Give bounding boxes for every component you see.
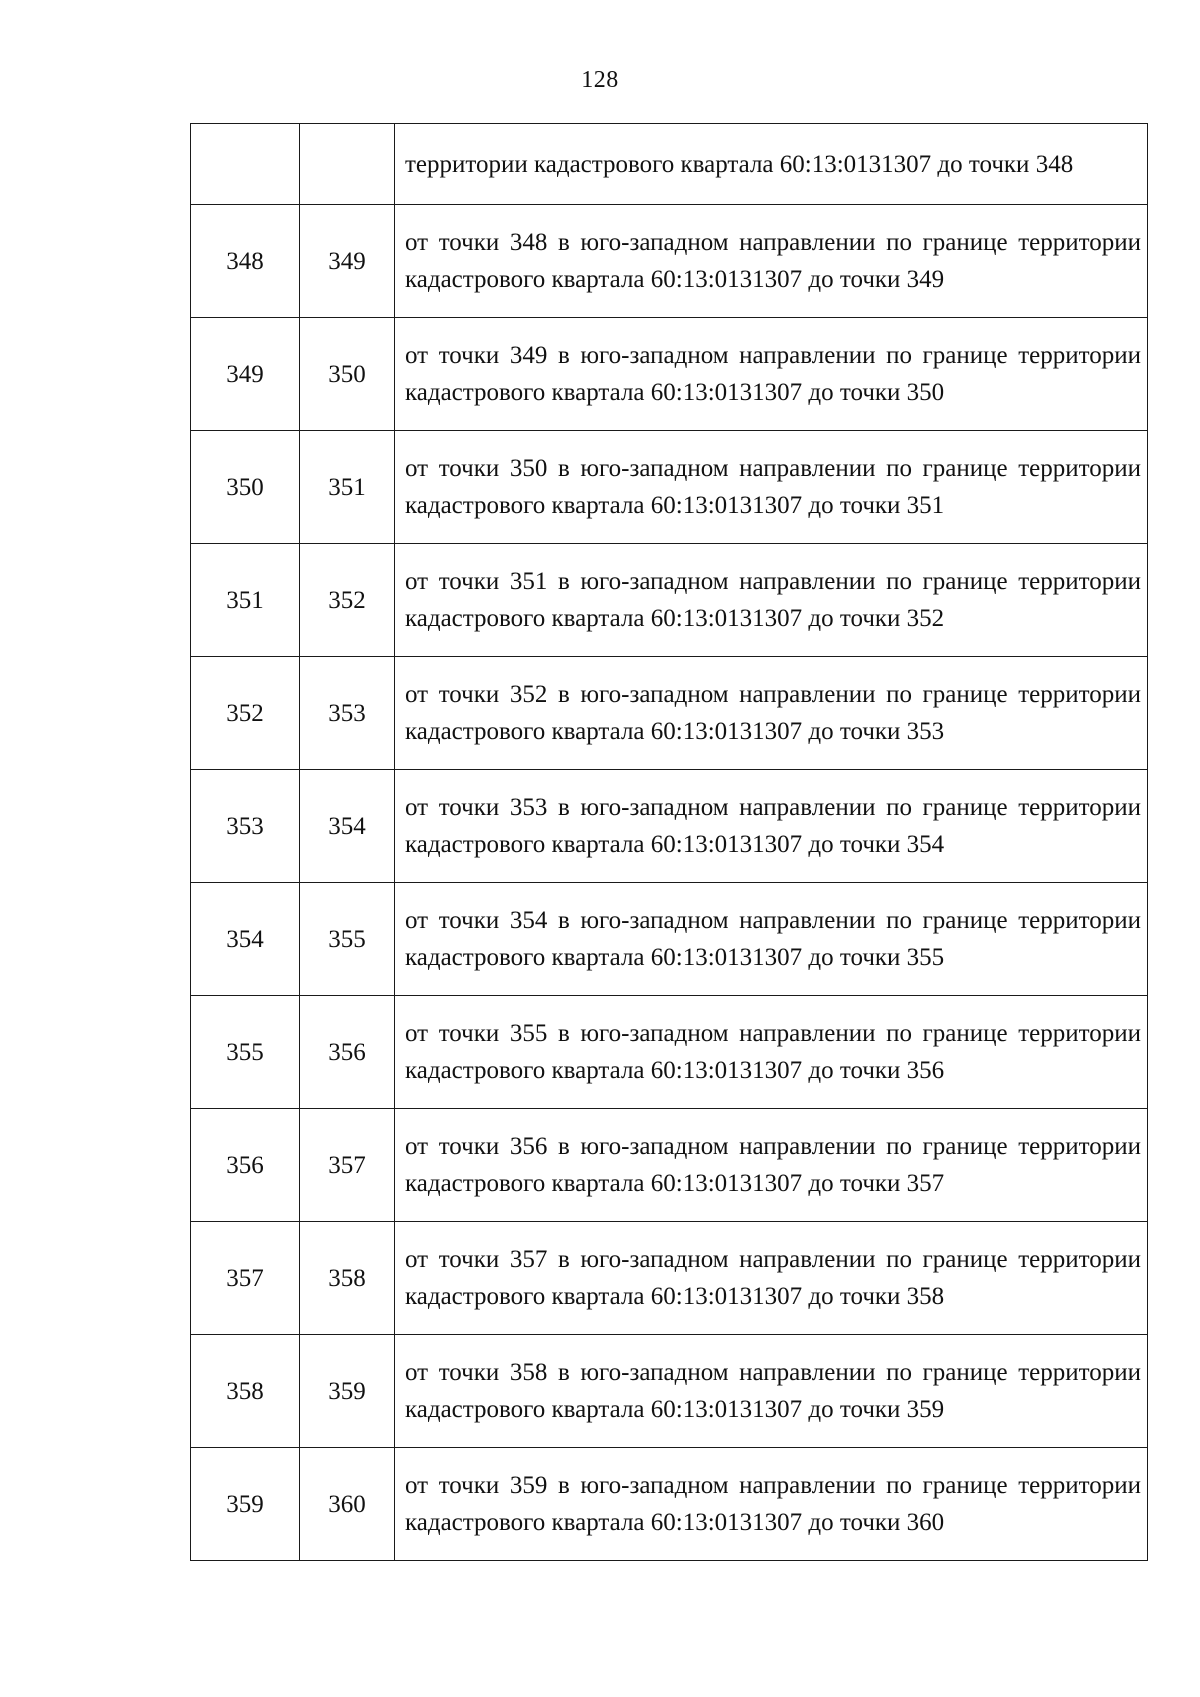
table-row <box>191 544 1148 657</box>
description-cell: от точки 359 в юго-западном направлении по границе территории кадастрового квартала 60:13:0131307 до точки 360 <box>395 1448 1148 1561</box>
point-to-cell: 349 <box>300 205 395 318</box>
description-cell: от точки 355 в юго-западном направлении по границе территории кадастрового квартала 60:13:0131307 до точки 356 <box>395 996 1148 1109</box>
point-to-cell: 350 <box>300 318 395 431</box>
point-to-cell: 355 <box>300 883 395 996</box>
point-from-cell: 351 <box>191 544 300 657</box>
point-to-cell: 358 <box>300 1222 395 1335</box>
description-cell: от точки 351 в юго-западном направлении по границе территории кадастрового квартала 60:13:0131307 до точки 352 <box>395 544 1148 657</box>
point-from-cell: 353 <box>191 770 300 883</box>
point-to-cell: 360 <box>300 1448 395 1561</box>
table-row <box>191 770 1148 883</box>
description-cell: от точки 349 в юго-западном направлении по границе территории кадастрового квартала 60:13:0131307 до точки 350 <box>395 318 1148 431</box>
table-row <box>191 1109 1148 1222</box>
point-from-cell: 355 <box>191 996 300 1109</box>
table-row <box>191 657 1148 770</box>
point-to-cell: 351 <box>300 431 395 544</box>
point-to-cell: 352 <box>300 544 395 657</box>
table-row <box>191 996 1148 1109</box>
point-from-cell: 350 <box>191 431 300 544</box>
point-to-cell <box>300 124 395 205</box>
table-row <box>191 1222 1148 1335</box>
boundary-table <box>190 123 1148 1561</box>
table-row <box>191 883 1148 996</box>
table-row <box>191 431 1148 544</box>
point-from-cell: 354 <box>191 883 300 996</box>
point-to-cell: 359 <box>300 1335 395 1448</box>
page-number: 128 <box>581 67 619 93</box>
point-to-cell: 353 <box>300 657 395 770</box>
point-to-cell: 354 <box>300 770 395 883</box>
description-cell: от точки 357 в юго-западном направлении по границе территории кадастрового квартала 60:13:0131307 до точки 358 <box>395 1222 1148 1335</box>
description-cell: от точки 353 в юго-западном направлении по границе территории кадастрового квартала 60:13:0131307 до точки 354 <box>395 770 1148 883</box>
description-cell: территории кадастрового квартала 60:13:0131307 до точки 348 <box>395 124 1148 205</box>
point-to-cell: 357 <box>300 1109 395 1222</box>
table-row <box>191 205 1148 318</box>
point-from-cell: 348 <box>191 205 300 318</box>
point-from-cell <box>191 124 300 205</box>
table-row <box>191 1335 1148 1448</box>
point-from-cell: 357 <box>191 1222 300 1335</box>
point-from-cell: 352 <box>191 657 300 770</box>
point-from-cell: 356 <box>191 1109 300 1222</box>
point-from-cell: 358 <box>191 1335 300 1448</box>
table-row <box>191 124 1148 205</box>
description-cell: от точки 356 в юго-западном направлении по границе территории кадастрового квартала 60:13:0131307 до точки 357 <box>395 1109 1148 1222</box>
table-row <box>191 318 1148 431</box>
point-from-cell: 349 <box>191 318 300 431</box>
description-cell: от точки 350 в юго-западном направлении по границе территории кадастрового квартала 60:13:0131307 до точки 351 <box>395 431 1148 544</box>
description-cell: от точки 348 в юго-западном направлении по границе территории кадастрового квартала 60:13:0131307 до точки 349 <box>395 205 1148 318</box>
point-to-cell: 356 <box>300 996 395 1109</box>
table-row <box>191 1448 1148 1561</box>
description-cell: от точки 352 в юго-западном направлении по границе территории кадастрового квартала 60:13:0131307 до точки 353 <box>395 657 1148 770</box>
description-cell: от точки 354 в юго-западном направлении по границе территории кадастрового квартала 60:13:0131307 до точки 355 <box>395 883 1148 996</box>
point-from-cell: 359 <box>191 1448 300 1561</box>
description-cell: от точки 358 в юго-западном направлении по границе территории кадастрового квартала 60:13:0131307 до точки 359 <box>395 1335 1148 1448</box>
